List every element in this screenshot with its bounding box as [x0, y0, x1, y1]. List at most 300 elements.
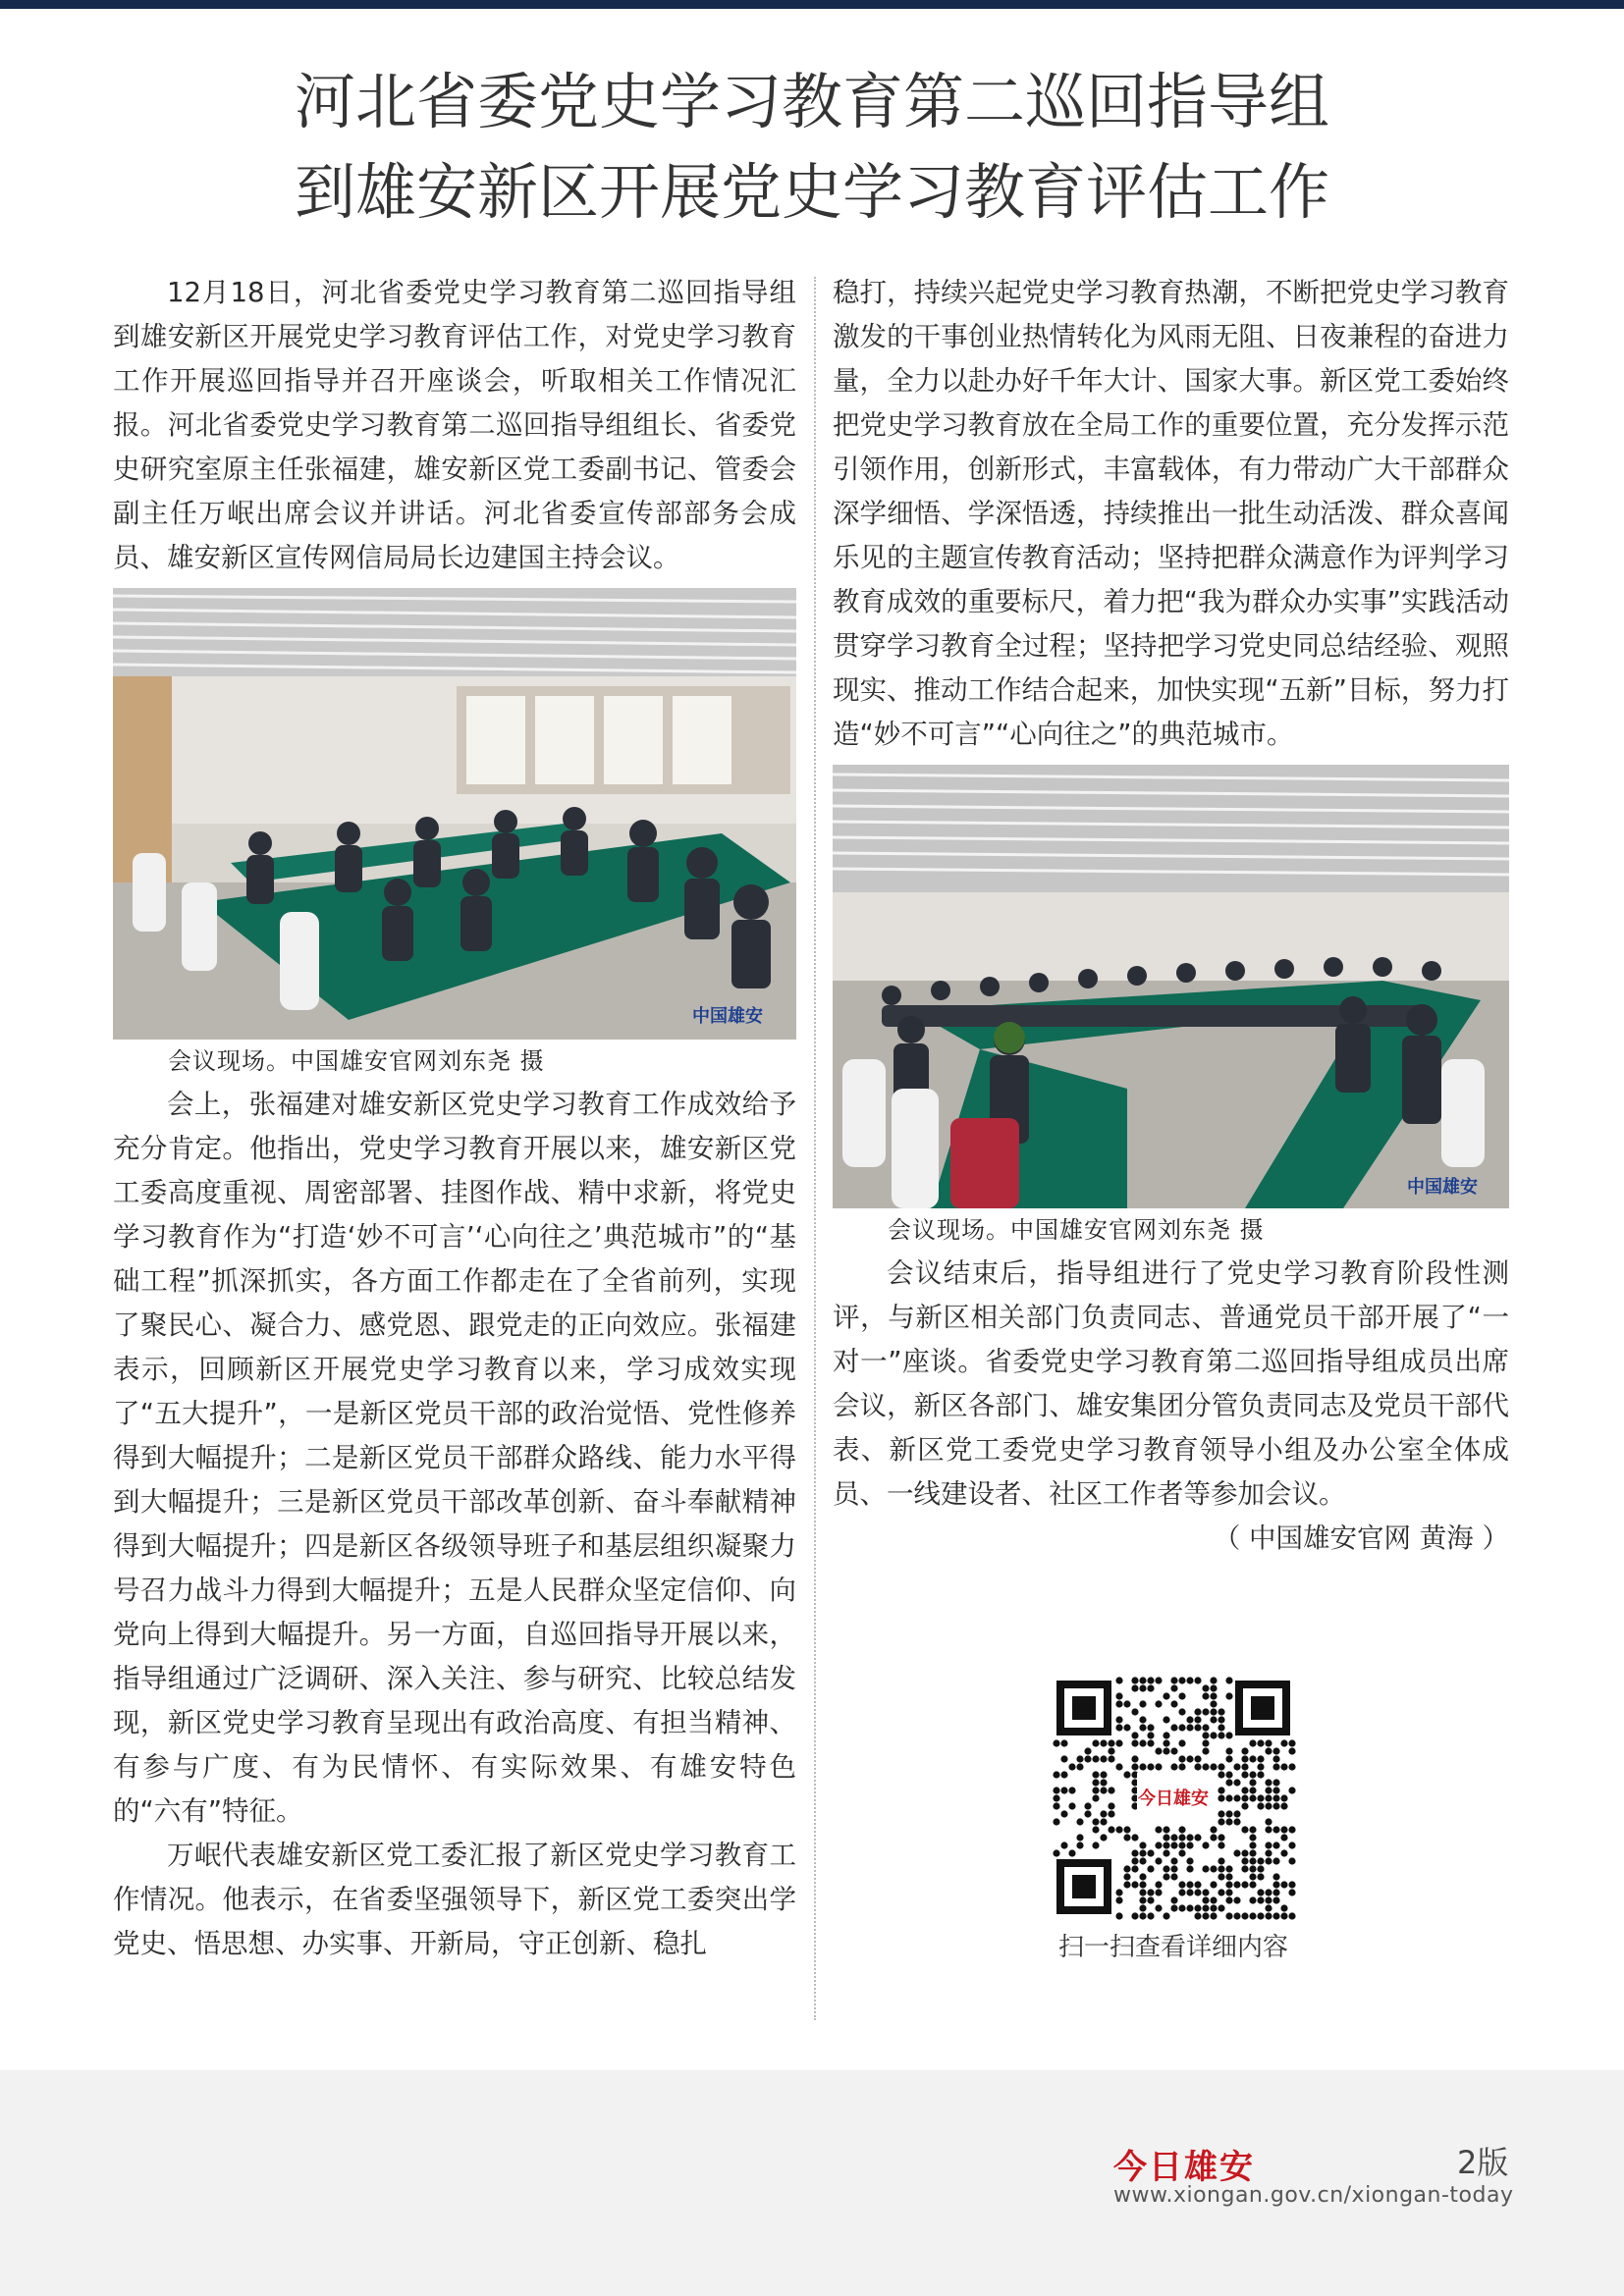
qr-module — [1147, 1739, 1154, 1746]
qr-module — [1155, 1842, 1162, 1848]
qr-module — [1139, 1857, 1146, 1864]
qr-module — [1280, 1763, 1287, 1770]
qr-module — [1280, 1802, 1287, 1809]
qr-module — [1155, 1881, 1162, 1888]
qr-module — [1202, 1904, 1209, 1911]
qr-module — [1115, 1700, 1122, 1707]
qr-module — [1233, 1763, 1240, 1770]
qr-module — [1288, 1739, 1295, 1746]
qr-module — [1139, 1904, 1146, 1911]
qr-module — [1170, 1873, 1177, 1880]
qr-module — [1108, 1739, 1114, 1746]
qr-module — [1139, 1716, 1146, 1723]
qr-module — [1202, 1763, 1209, 1770]
qr-module — [1249, 1857, 1256, 1864]
qr-module — [1241, 1802, 1248, 1809]
qr-module — [1249, 1881, 1256, 1888]
qr-module — [1241, 1747, 1248, 1754]
qr-module — [1249, 1794, 1256, 1801]
qr-module — [1225, 1889, 1232, 1896]
qr-module — [1155, 1857, 1162, 1864]
qr-module — [1265, 1802, 1272, 1809]
qr-module — [1100, 1779, 1107, 1786]
qr-module — [1202, 1692, 1209, 1699]
qr-module — [1265, 1787, 1272, 1793]
qr-module — [1178, 1904, 1185, 1911]
qr-module — [1139, 1896, 1146, 1903]
qr-module — [1163, 1716, 1169, 1723]
qr-module — [1233, 1881, 1240, 1888]
qr-module — [1053, 1794, 1059, 1801]
qr-module — [1280, 1794, 1287, 1801]
qr-module — [1225, 1692, 1232, 1699]
qr-module — [1218, 1834, 1224, 1841]
qr-module — [1100, 1810, 1107, 1817]
qr-module — [1225, 1865, 1232, 1872]
qr-module — [1218, 1810, 1224, 1817]
qr-module — [1202, 1912, 1209, 1919]
qr-module — [1202, 1747, 1209, 1754]
qr-module — [1210, 1826, 1217, 1833]
qr-module — [1249, 1865, 1256, 1872]
qr-module — [1225, 1881, 1232, 1888]
qr-module — [1225, 1747, 1232, 1754]
qr-module — [1272, 1763, 1279, 1770]
qr-module — [1076, 1763, 1083, 1770]
qr-module — [1272, 1873, 1279, 1880]
qr-module — [1202, 1865, 1209, 1872]
qr-module — [1210, 1896, 1217, 1903]
qr-module — [1194, 1834, 1201, 1841]
qr-module — [1131, 1834, 1138, 1841]
qr-module — [1131, 1857, 1138, 1864]
qr-module — [1131, 1912, 1138, 1919]
qr-module — [1272, 1826, 1279, 1833]
qr-module — [1084, 1810, 1091, 1817]
qr-module — [1163, 1826, 1169, 1833]
qr-module — [1194, 1724, 1201, 1731]
qr-module — [1123, 1865, 1130, 1872]
qr-module — [1053, 1787, 1059, 1793]
qr-module — [1249, 1873, 1256, 1880]
qr-module — [1288, 1889, 1295, 1896]
qr-module — [1108, 1810, 1114, 1817]
qr-module — [1241, 1912, 1248, 1919]
qr-module — [1194, 1912, 1201, 1919]
qr-module — [1272, 1747, 1279, 1754]
qr-module — [1068, 1802, 1075, 1809]
qr-module — [1272, 1842, 1279, 1848]
qr-module — [1202, 1896, 1209, 1903]
qr-module — [1288, 1763, 1295, 1770]
qr-module — [1265, 1904, 1272, 1911]
qr-module — [1241, 1857, 1248, 1864]
qr-module — [1272, 1755, 1279, 1762]
qr-module — [1100, 1755, 1107, 1762]
qr-module — [1265, 1849, 1272, 1856]
qr-module — [1272, 1896, 1279, 1903]
qr-module — [1053, 1818, 1059, 1825]
qr-module — [1218, 1794, 1224, 1801]
qr-module — [1225, 1779, 1232, 1786]
qr-module — [1131, 1763, 1138, 1770]
qr-module — [1210, 1708, 1217, 1715]
qr-module — [1170, 1684, 1177, 1691]
qr-module — [1100, 1834, 1107, 1841]
qr-module — [1100, 1739, 1107, 1746]
qr-module — [1288, 1881, 1295, 1888]
qr-module — [1186, 1881, 1193, 1888]
qr-module — [1202, 1732, 1209, 1738]
qr-module — [1178, 1763, 1185, 1770]
qr-module — [1053, 1771, 1059, 1778]
qr-module — [1131, 1739, 1138, 1746]
qr-module — [1170, 1865, 1177, 1872]
qr-module — [1147, 1763, 1154, 1770]
qr-module — [1194, 1881, 1201, 1888]
qr-module — [1139, 1873, 1146, 1880]
right-paragraph-2: 会议结束后，指导组进行了党史学习教育阶段性测评，与新区相关部门负责同志、普通党员干部开展了“一对一”座谈。省委党史学习教育第二巡回指导组成员出席会议，新区各部门、雄安集团分管负责同志及党员干部代表、新区党工委党史学习教育领导小组及办公室全体成员、一线建设者、社区工作者等参加会议。 — [833, 1257, 1509, 1510]
qr-module — [1131, 1881, 1138, 1888]
qr-module — [1210, 1763, 1217, 1770]
qr-module — [1272, 1912, 1279, 1919]
qr-module — [1060, 1755, 1067, 1762]
qr-module — [1131, 1865, 1138, 1872]
qr-module — [1233, 1912, 1240, 1919]
qr-module — [1280, 1739, 1287, 1746]
qr-module — [1257, 1896, 1264, 1903]
qr-module — [1249, 1912, 1256, 1919]
qr-module — [1178, 1708, 1185, 1715]
qr-module — [1202, 1724, 1209, 1731]
qr-module — [1092, 1818, 1099, 1825]
qr-module — [1210, 1904, 1217, 1911]
qr-module — [1178, 1842, 1185, 1848]
qr-module — [1139, 1700, 1146, 1707]
qr-module — [1202, 1708, 1209, 1715]
qr-module — [1186, 1842, 1193, 1848]
qr-module — [1147, 1889, 1154, 1896]
qr-module — [1265, 1857, 1272, 1864]
qr-module — [1139, 1724, 1146, 1731]
qr-module — [1218, 1763, 1224, 1770]
qr-module — [1115, 1677, 1122, 1683]
qr-module — [1092, 1779, 1099, 1786]
qr-module — [1115, 1739, 1122, 1746]
qr-module — [1186, 1677, 1193, 1683]
photo-caption-1: 会议现场。中国雄安官网刘东尧 摄 — [168, 1047, 545, 1075]
qr-module — [1178, 1739, 1185, 1746]
qr-module — [1060, 1771, 1067, 1778]
qr-module — [1131, 1684, 1138, 1691]
qr-module — [1123, 1834, 1130, 1841]
qr-module — [1194, 1763, 1201, 1770]
qr-module — [1186, 1724, 1193, 1731]
qr-module — [1218, 1771, 1224, 1778]
qr-module — [1186, 1834, 1193, 1841]
qr-module — [1084, 1747, 1091, 1754]
qr-module — [1060, 1810, 1067, 1817]
qr-module — [1178, 1692, 1185, 1699]
qr-module — [1155, 1747, 1162, 1754]
left-paragraph-1: 12月18日，河北省委党史学习教育第二巡回指导组到雄安新区开展党史学习教育评估工作，对党史学习教育工作开展巡回指导并召开座谈会，听取相关工作情况汇报。河北省委党史学习教育第二巡回指导组组长、省委党史研究室原主任张福建，雄安新区党工委副书记、管委会副主任万岷出席会议并讲话。河北省委宣传部部务会成员、雄安新区宣传网信局局长边建国主持会议。 — [113, 277, 796, 573]
qr-module — [1170, 1763, 1177, 1770]
qr-module — [1225, 1732, 1232, 1738]
qr-module — [1249, 1739, 1256, 1746]
qr-module — [1076, 1842, 1083, 1848]
qr-module — [1170, 1896, 1177, 1903]
qr-module — [1131, 1708, 1138, 1715]
qr-module — [1218, 1842, 1224, 1848]
svg-text:今日雄安: 今日雄安 — [1138, 1789, 1209, 1809]
qr-module — [1147, 1865, 1154, 1872]
title-line-1: 河北省委党史学习教育第二巡回指导组 — [294, 66, 1329, 137]
qr-module — [1233, 1794, 1240, 1801]
qr-module — [1115, 1826, 1122, 1833]
qr-module — [1194, 1755, 1201, 1762]
qr-module — [1249, 1896, 1256, 1903]
qr-module — [1115, 1889, 1122, 1896]
qr-module — [1139, 1739, 1146, 1746]
qr-module — [1084, 1802, 1091, 1809]
qr-module — [1257, 1771, 1264, 1778]
qr-module — [1053, 1849, 1059, 1856]
footer-url[interactable]: www.xiongan.gov.cn/xiongan-today — [1113, 2183, 1514, 2208]
qr-module — [1100, 1771, 1107, 1778]
qr-module — [1288, 1912, 1295, 1919]
qr-module — [1249, 1849, 1256, 1856]
qr-module — [1147, 1677, 1154, 1683]
qr-module — [1257, 1889, 1264, 1896]
qr-module — [1210, 1677, 1217, 1683]
qr-module — [1288, 1842, 1295, 1848]
qr-module — [1108, 1747, 1114, 1754]
qr-module — [1210, 1912, 1217, 1919]
qr-module — [1210, 1692, 1217, 1699]
qr-module — [1155, 1763, 1162, 1770]
qr-module — [1053, 1739, 1059, 1746]
qr-module — [1218, 1889, 1224, 1896]
qr-module — [1163, 1912, 1169, 1919]
qr-module — [1155, 1677, 1162, 1683]
qr-module — [1257, 1857, 1264, 1864]
author-credit: （ 中国雄安官网 黄海 ） — [1213, 1522, 1509, 1554]
qr-module — [1115, 1692, 1122, 1699]
qr-module — [1225, 1912, 1232, 1919]
qr-module — [1115, 1912, 1122, 1919]
qr-module — [1092, 1755, 1099, 1762]
qr-module — [1139, 1763, 1146, 1770]
qr-module — [1233, 1818, 1240, 1825]
qr-module — [1186, 1904, 1193, 1911]
qr-module — [1272, 1802, 1279, 1809]
qr-module — [1210, 1716, 1217, 1723]
top-bar — [0, 0, 1624, 9]
svg-text:中国雄安: 中国雄安 — [1407, 1177, 1478, 1198]
qr-module — [1139, 1849, 1146, 1856]
column-divider — [814, 277, 816, 2020]
qr-module — [1241, 1849, 1248, 1856]
qr-module — [1155, 1700, 1162, 1707]
qr-module — [1218, 1904, 1224, 1911]
qr-module — [1123, 1881, 1130, 1888]
qr-module — [1202, 1842, 1209, 1848]
qr-module — [1218, 1865, 1224, 1872]
qr-module — [1147, 1684, 1154, 1691]
qr-module — [1225, 1896, 1232, 1903]
qr-module — [1210, 1700, 1217, 1707]
qr-module — [1068, 1787, 1075, 1793]
qr-module — [1202, 1889, 1209, 1896]
qr-module — [1131, 1755, 1138, 1762]
qr-module — [1218, 1732, 1224, 1738]
qr-module — [1272, 1779, 1279, 1786]
qr-module — [1257, 1739, 1264, 1746]
qr-module — [1178, 1755, 1185, 1762]
qr-module — [1280, 1881, 1287, 1888]
qr-module — [1210, 1834, 1217, 1841]
qr-module — [1265, 1818, 1272, 1825]
page-title — [0, 57, 1624, 238]
qr-module — [1092, 1771, 1099, 1778]
meeting-photo-1 — [113, 588, 796, 1040]
qr-module — [1249, 1771, 1256, 1778]
qr-module — [1076, 1834, 1083, 1841]
qr-module — [1163, 1692, 1169, 1699]
left-paragraph-3: 万岷代表雄安新区党工委汇报了新区党史学习教育工作情况。他表示，在省委坚强领导下，新区党工委突出学党史、悟思想、办实事、开新局，守正创新、稳扎 — [113, 1840, 796, 1959]
qr-module — [1241, 1763, 1248, 1770]
qr-module — [1280, 1849, 1287, 1856]
qr-module — [1280, 1834, 1287, 1841]
title-line-2: 到雄安新区开展党史学习教育评估工作 — [294, 156, 1329, 228]
qr-module — [1233, 1779, 1240, 1786]
qr-module — [1155, 1904, 1162, 1911]
qr-module — [1272, 1857, 1279, 1864]
qr-module — [1092, 1787, 1099, 1793]
qr-module — [1233, 1810, 1240, 1817]
qr-module — [1272, 1889, 1279, 1896]
qr-module — [1210, 1881, 1217, 1888]
qr-module — [1288, 1747, 1295, 1754]
footer-logo: 今日雄安 — [1113, 2148, 1255, 2187]
photo-caption-2: 会议现场。中国雄安官网刘东尧 摄 — [888, 1216, 1265, 1244]
qr-module — [1186, 1865, 1193, 1872]
qr-module — [1108, 1826, 1114, 1833]
qr-module — [1218, 1818, 1224, 1825]
qr-module — [1123, 1700, 1130, 1707]
qr-module — [1265, 1739, 1272, 1746]
qr-module — [1178, 1677, 1185, 1683]
qr-module — [1092, 1826, 1099, 1833]
qr-module — [1163, 1747, 1169, 1754]
qr-module — [1139, 1842, 1146, 1848]
qr-module — [1108, 1802, 1114, 1809]
qr-module — [1123, 1873, 1130, 1880]
qr-module — [1076, 1818, 1083, 1825]
qr-module — [1257, 1755, 1264, 1762]
qr-module — [1280, 1912, 1287, 1919]
qr-module — [1257, 1865, 1264, 1872]
qr-module — [1115, 1716, 1122, 1723]
left-paragraph-2: 会上，张福建对雄安新区党史学习教育工作成效给予充分肯定。他指出，党史学习教育开展以来，雄安新区党工委高度重视、周密部署、挂图作战、精中求新，将党史学习教育作为“打造‘妙不可言’‘心向往之’典范城市”的“基础工程”抓深抓实，各方面工作都走在了全省前列，实现了聚民心、凝合力、感党恩、跟党走的正向效应。张福建表示，回顾新区开展党史学习教育以来，学习成效实现了“五大提升”，一是新区党员干部的政治觉悟、党性修养得到大幅提升；二是新区党员干部群众路线、能力水平得到大幅提升；三是新区党员干部改革创新、奋斗奉献精神得到大幅提升；四是新区各级领导班子和基层组织凝聚力号召力战斗力得到大幅提升；五是人民群众坚定信仰、向党向上得到大幅提升。另一方面，自巡回指导开展以来，指导组通过广泛调研、深入关注、参与研究、比较总结发现，新区党史学习教育呈现出有政治高度、有担当精神、有参与广度、有为民情怀、有实际效果、有雄安特色的“六有”特征。 — [113, 1089, 796, 1827]
qr-module — [1241, 1771, 1248, 1778]
qr-module — [1178, 1724, 1185, 1731]
qr-module — [1170, 1834, 1177, 1841]
qr-module — [1178, 1881, 1185, 1888]
right-column — [833, 271, 1509, 1561]
qr-module — [1272, 1881, 1279, 1888]
page-number: 2版 — [1457, 2144, 1509, 2181]
qr-module — [1218, 1708, 1224, 1715]
qr-module — [1249, 1834, 1256, 1841]
qr-module — [1265, 1912, 1272, 1919]
qr-module — [1147, 1732, 1154, 1738]
qr-module — [1194, 1889, 1201, 1896]
qr-module — [1225, 1771, 1232, 1778]
qr-module — [1225, 1873, 1232, 1880]
qr-module — [1265, 1794, 1272, 1801]
qr-module — [1170, 1842, 1177, 1848]
qr-module — [1092, 1794, 1099, 1801]
qr-module — [1131, 1732, 1138, 1738]
qr-module — [1147, 1896, 1154, 1903]
qr-module — [1170, 1700, 1177, 1707]
qr-module — [1139, 1684, 1146, 1691]
qr-module — [1233, 1849, 1240, 1856]
qr-module — [1170, 1857, 1177, 1864]
qr-module — [1257, 1794, 1264, 1801]
qr-module — [1265, 1896, 1272, 1903]
qr-module — [1155, 1826, 1162, 1833]
qr-module — [1163, 1865, 1169, 1872]
qr-module — [1194, 1708, 1201, 1715]
qr-module — [1115, 1763, 1122, 1770]
qr-module — [1170, 1724, 1177, 1731]
qr-module — [1233, 1896, 1240, 1903]
qr-module — [1147, 1912, 1154, 1919]
qr-module — [1139, 1881, 1146, 1888]
qr-module — [1170, 1677, 1177, 1683]
qr-module — [1147, 1849, 1154, 1856]
qr-module — [1194, 1904, 1201, 1911]
qr-module — [1249, 1842, 1256, 1848]
qr-code[interactable] — [1051, 1675, 1296, 1924]
qr-module — [1163, 1834, 1169, 1841]
qr-module — [1178, 1849, 1185, 1856]
qr-module — [1265, 1826, 1272, 1833]
qr-module — [1249, 1779, 1256, 1786]
svg-text:中国雄安: 中国雄安 — [692, 1006, 763, 1027]
qr-module — [1218, 1716, 1224, 1723]
qr-module — [1257, 1912, 1264, 1919]
qr-module — [1068, 1849, 1075, 1856]
qr-module — [1288, 1826, 1295, 1833]
qr-module — [1225, 1818, 1232, 1825]
qr-module — [1210, 1684, 1217, 1691]
qr-module — [1053, 1802, 1059, 1809]
qr-module — [1163, 1732, 1169, 1738]
qr-module — [1210, 1732, 1217, 1738]
qr-module — [1265, 1889, 1272, 1896]
qr-module — [1218, 1787, 1224, 1793]
qr-module — [1092, 1842, 1099, 1848]
qr-module — [1202, 1684, 1209, 1691]
qr-module — [1139, 1677, 1146, 1683]
qr-module — [1186, 1857, 1193, 1864]
qr-module — [1068, 1763, 1075, 1770]
qr-module — [1194, 1716, 1201, 1723]
qr-module — [1131, 1849, 1138, 1856]
